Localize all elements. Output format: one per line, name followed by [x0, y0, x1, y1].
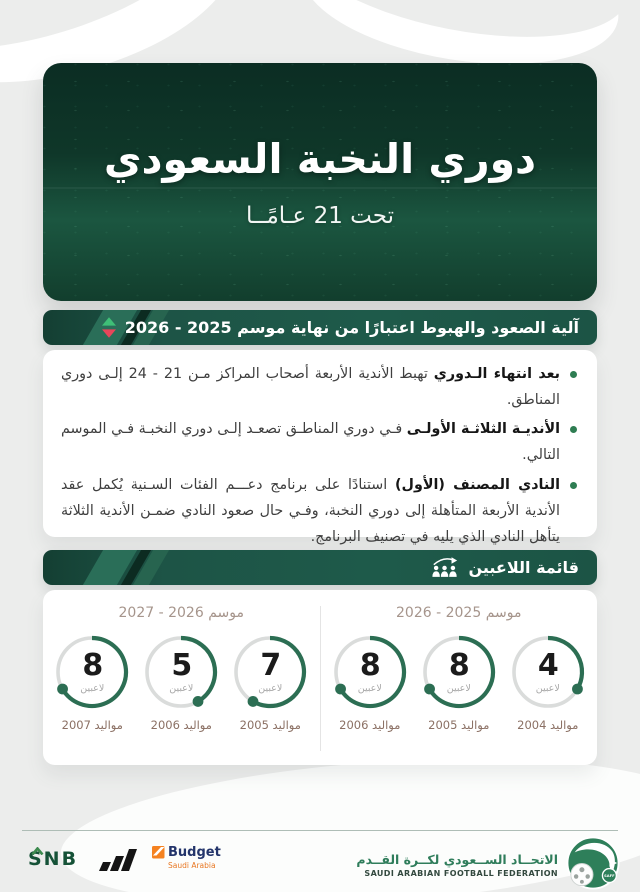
players-count: 7 — [260, 647, 281, 683]
birth-year: مواليد 2005 — [428, 718, 490, 732]
rule-bold: الأنديـة الثلاثـة الأولـى — [406, 421, 561, 438]
players-donut — [54, 634, 130, 732]
players-section-header — [43, 550, 597, 585]
season-title: موسم 2025 - 2026 — [396, 605, 522, 621]
players-label: لاعبين — [80, 682, 105, 694]
season-groups — [43, 590, 597, 765]
page-subtitle: تحت 21 عـامًــا — [245, 203, 395, 229]
snb-logo — [28, 848, 78, 870]
rule-bullet — [61, 416, 577, 468]
saff-arabic-name: الاتحــاد الســعودي لكــرة القــدم — [356, 852, 558, 867]
donut-row — [321, 634, 598, 732]
up-down-arrows-icon — [102, 317, 116, 338]
birth-year: مواليد 2005 — [239, 718, 301, 732]
page-title: دوري النخبة السعودي — [103, 135, 537, 183]
budget-wordmark: Budget — [168, 845, 221, 860]
rule-bullet — [61, 472, 577, 550]
budget-mark-icon — [152, 846, 165, 859]
players-donut — [510, 634, 586, 732]
donut-center — [54, 634, 130, 710]
birth-year: مواليد 2004 — [517, 718, 579, 732]
saff-english-name: SAUDI ARABIAN FOOTBALL FEDERATION — [364, 869, 558, 878]
donut-center — [421, 634, 497, 710]
players-growth-icon — [431, 557, 459, 578]
season-group-2025-2026 — [321, 590, 598, 765]
season-title: موسم 2026 - 2027 — [118, 605, 244, 621]
players-donut — [332, 634, 408, 732]
players-donut — [421, 634, 497, 732]
saff-logo-icon — [566, 836, 620, 892]
players-count: 4 — [537, 647, 558, 683]
season-group-2026-2027 — [43, 590, 320, 765]
budget-subtitle: Saudi Arabia — [168, 861, 216, 870]
birth-year: مواليد 2006 — [339, 718, 401, 732]
players-count: 5 — [171, 647, 192, 683]
budget-logo — [152, 846, 221, 870]
saff-text — [356, 852, 558, 878]
rule-text: استنادًا على برنامج دعـــم الفئات السـنية يُكمل عقد الأندية الأربعة المتأهلة إلى دوري النخبة، وفـي حال صعود النادي ضمـن الأندية الثلاثة يتأهل النادي الذي يليه في تصنيف البرنامج. — [61, 476, 560, 545]
players-donut — [232, 634, 308, 732]
donut-center — [510, 634, 586, 710]
rule-text: تهبط الأندية الأربعة أصحاب المراكز مـن 21 - 24 إلـى دوري المناطق. — [61, 366, 560, 409]
donut-center — [143, 634, 219, 710]
rules-list — [61, 361, 577, 550]
players-donut — [143, 634, 219, 732]
rule-bold: النادي المصنف (الأول) — [395, 476, 561, 493]
adidas-logo-icon — [98, 846, 138, 876]
players-label: لاعبين — [446, 682, 471, 694]
players-count: 8 — [82, 647, 103, 683]
birth-year: مواليد 2006 — [150, 718, 212, 732]
donut-center — [232, 634, 308, 710]
players-count: 8 — [448, 647, 469, 683]
saff-badge-text: SAFF — [604, 874, 615, 879]
donut-row — [43, 634, 320, 732]
snb-caret-icon — [31, 840, 44, 859]
rule-text: فـي دوري المناطـق تصعـد إلـى دوري النخبـة فـي الموسم التالي. — [61, 421, 560, 464]
rule-bullet — [61, 361, 577, 413]
players-label: لاعبين — [535, 682, 560, 694]
players-label: لاعبين — [169, 682, 194, 694]
donut-center — [332, 634, 408, 710]
groups-divider — [320, 606, 321, 751]
saff-block — [356, 836, 620, 892]
rule-bold: بعد انتهاء الـدوري — [433, 366, 561, 382]
hero-card — [43, 63, 597, 301]
players-label: لاعبين — [258, 682, 283, 694]
promotion-rules-card — [43, 350, 597, 545]
promotion-header-content — [43, 310, 597, 345]
players-count: 8 — [359, 647, 380, 683]
footer — [0, 836, 640, 892]
players-header-content — [43, 550, 597, 585]
players-heading: قائمة اللاعبين — [468, 558, 579, 577]
players-list-card — [43, 590, 597, 765]
promotion-heading: آلية الصعود والهبوط اعتبارًا من نهاية موسم 2025 - 2026 — [124, 318, 579, 337]
footer-divider-line — [22, 830, 618, 831]
birth-year: مواليد 2007 — [61, 718, 123, 732]
promotion-section-header — [43, 310, 597, 345]
players-label: لاعبين — [357, 682, 382, 694]
snb-wordmark: SNB — [28, 848, 79, 870]
